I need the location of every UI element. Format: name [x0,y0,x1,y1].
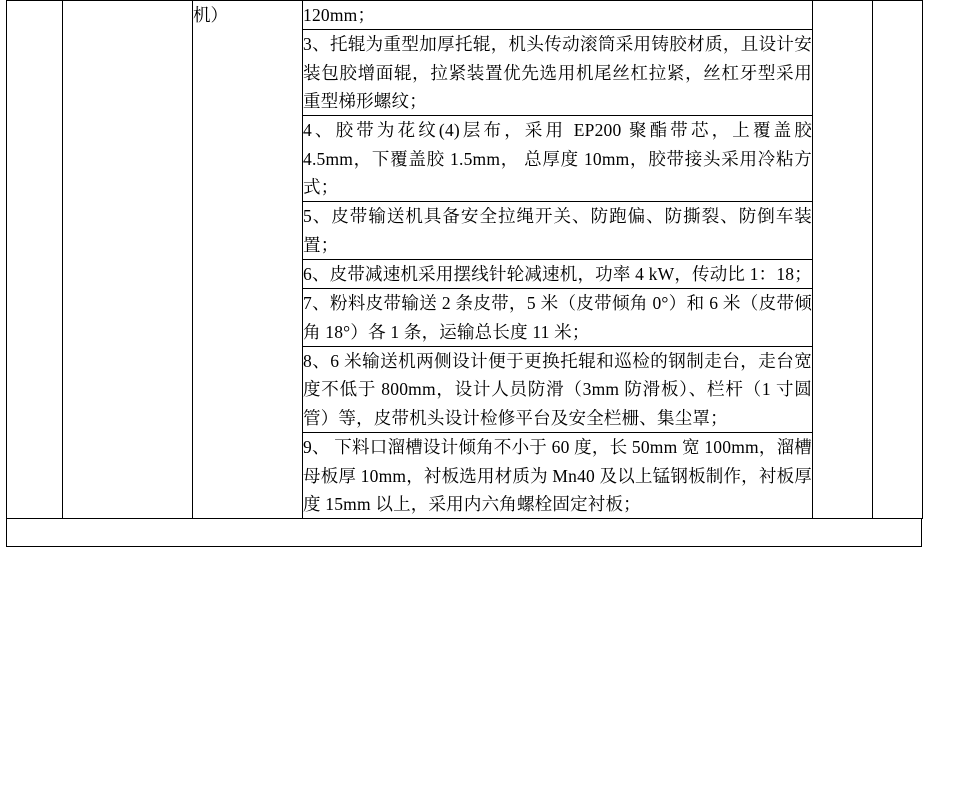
spec-item-3: 3、托辊为重型加厚托辊，机头传动滚筒采用铸胶材质，且设计安装包胶增面辊，拉紧装置优先选用机尾丝杠拉紧，丝杠牙型采用重型梯形螺纹； [303,30,813,116]
spec-item-9: 9、 下料口溜槽设计倾角不小于 60 度，长 50mm 宽 100mm，溜槽母板厚 10mm，衬板选用材质为 Mn40 及以上锰钢板制作，衬板厚度 15mm 以上，采用内六角螺栓固定衬板； [303,433,813,519]
specification-table [6,0,923,519]
spec-item-7: 7、粉料皮带输送 2 条皮带，5 米（皮带倾角 0°）和 6 米（皮带倾角 18°）各 1 条，运输总长度 11 米； [303,289,813,347]
col5-empty-cell [813,1,873,519]
equipment-label-cell: 机） [193,1,303,519]
table-row [7,1,923,30]
spec-item-5: 5、皮带输送机具备安全拉绳开关、防跑偏、防撕裂、防倒车装置； [303,202,813,260]
spec-item-6: 6、皮带减速机采用摆线针轮减速机，功率 4 kW，传动比 1：18； [303,260,813,289]
col2-empty-cell [63,1,193,519]
spec-item-continued: 120mm； [303,1,813,30]
spec-item-8: 8、6 米输送机两侧设计便于更换托辊和巡检的钢制走台，走台宽度不低于 800mm，设计人员防滑（3mm 防滑板）、栏杆（1 寸圆管）等，皮带机头设计检修平台及安全栏栅、集尘罩； [303,347,813,433]
col6-empty-cell [873,1,923,519]
col1-empty-cell [7,1,63,519]
table-bottom-strip [6,519,922,547]
spec-item-4: 4、胶带为花纹(4)层布，采用 EP200 聚酯带芯，上覆盖胶 4.5mm，下覆盖胶 1.5mm， 总厚度 10mm，胶带接头采用冷粘方式； [303,116,813,202]
